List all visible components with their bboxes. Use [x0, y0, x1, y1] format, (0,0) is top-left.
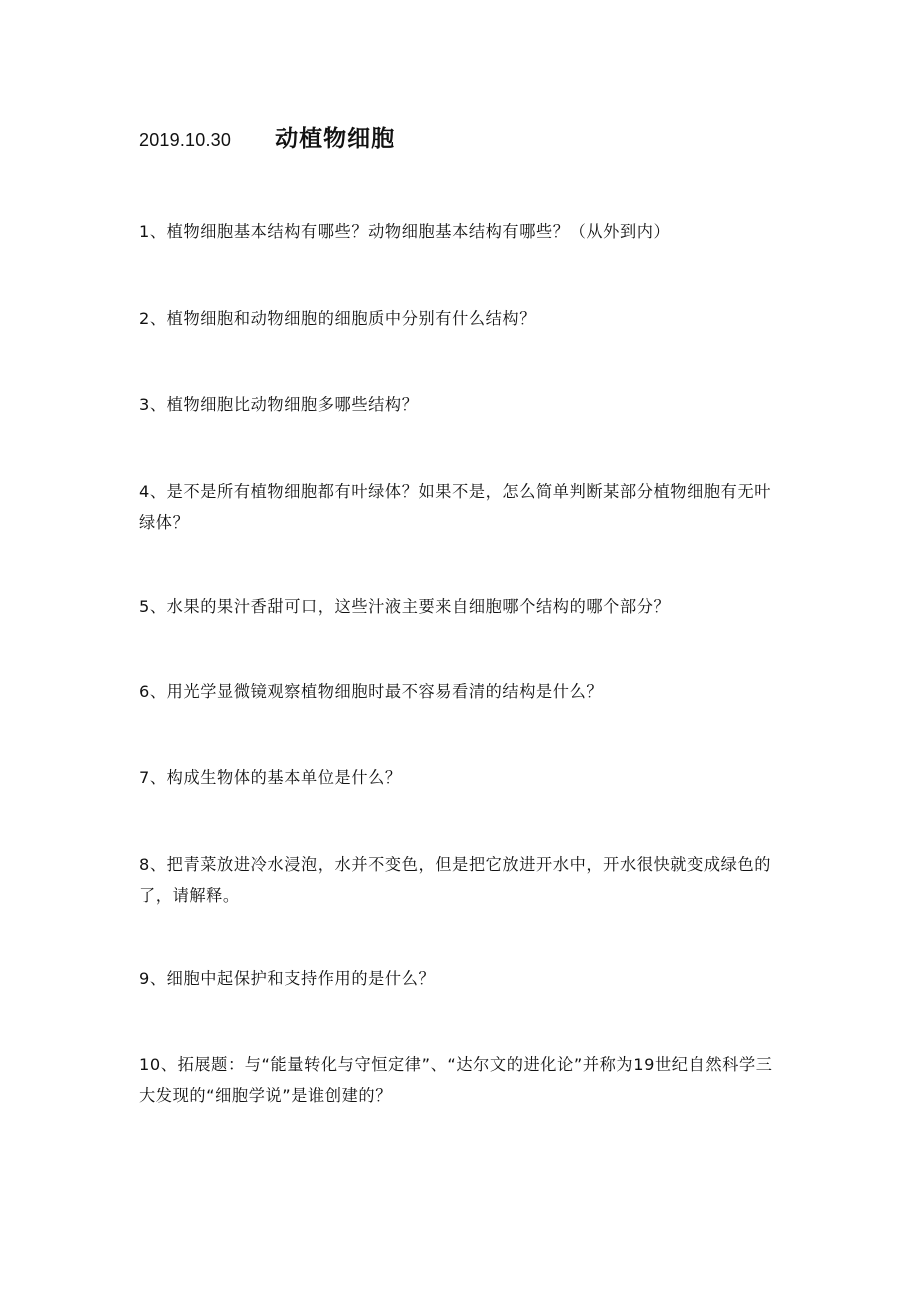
question-2: 2、植物细胞和动物细胞的细胞质中分别有什么结构？ [139, 309, 537, 328]
document-date: 2019.10.30 [139, 130, 232, 150]
question-3: 3、植物细胞比动物细胞多哪些结构？ [139, 395, 419, 414]
question-10: 10、拓展题：与“能量转化与守恒定律”、“达尔文的进化论”并称为19世纪自然科学三大发现的“细胞学说”是谁创建的？ [139, 1055, 773, 1105]
question-7: 7、构成生物体的基本单位是什么？ [139, 768, 402, 787]
question-1: 1、植物细胞基本结构有哪些？动物细胞基本结构有哪些？（从外到内） [139, 222, 671, 241]
document-header [139, 120, 395, 154]
question-8: 8、把青菜放进冷水浸泡，水并不变色，但是把它放进开水中，开水很快就变成绿色的了，请解释。 [139, 855, 772, 905]
document-title: 动植物细胞 [275, 126, 396, 152]
question-6: 6、用光学显微镜观察植物细胞时最不容易看清的结构是什么？ [139, 682, 604, 701]
question-9: 9、细胞中起保护和支持作用的是什么？ [139, 969, 436, 988]
question-4: 4、是不是所有植物细胞都有叶绿体？如果不是，怎么简单判断某部分植物细胞有无叶绿体？ [139, 482, 772, 532]
question-5: 5、水果的果汁香甜可口，这些汁液主要来自细胞哪个结构的哪个部分？ [139, 597, 671, 616]
